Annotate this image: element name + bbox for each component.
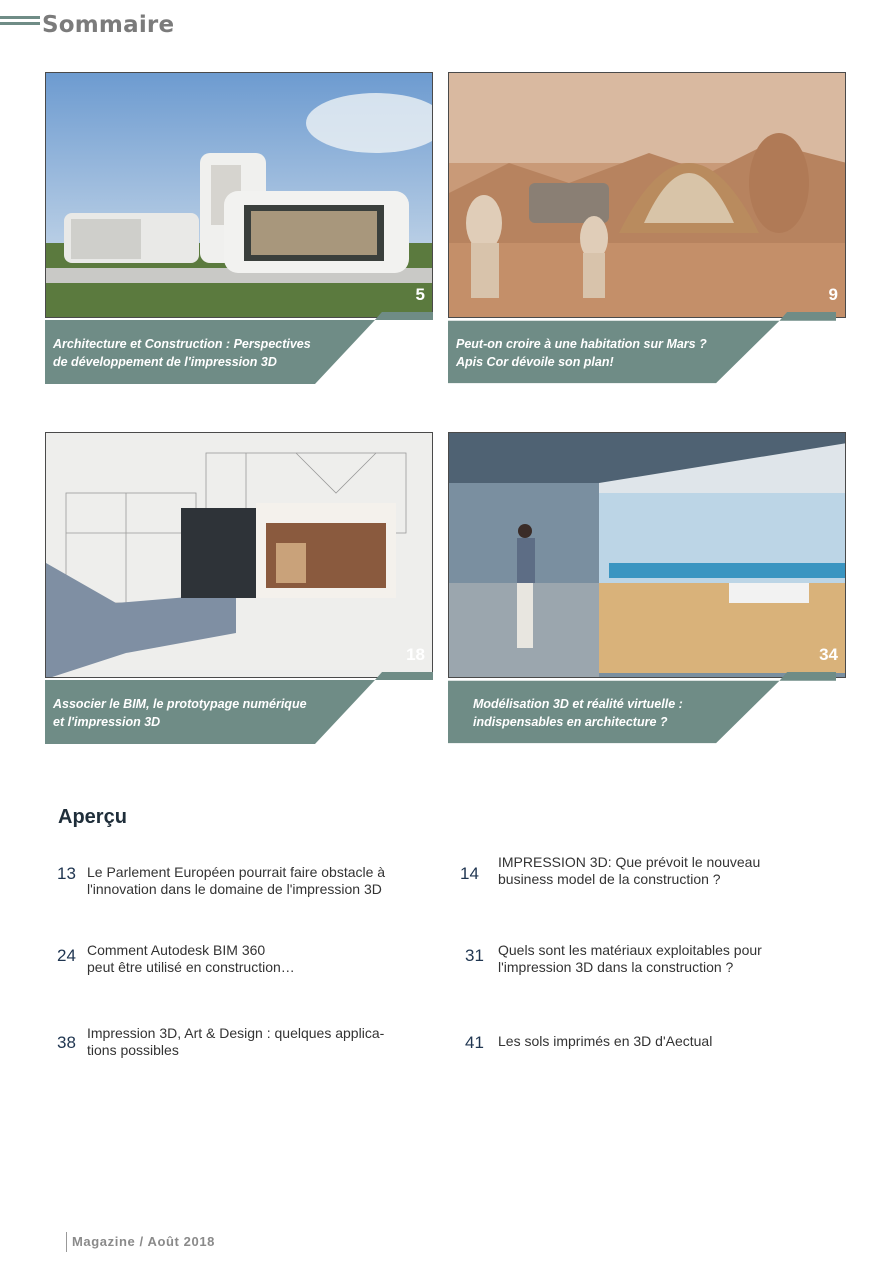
article-card-vr[interactable] (448, 432, 846, 744)
mars-habitat-photo (448, 72, 846, 318)
article-caption: Modélisation 3D et réalité virtuelle : indispensables en architecture ? (473, 697, 683, 729)
page-title: Sommaire (42, 12, 175, 38)
apercu-page-number: 13 (57, 864, 76, 883)
article-card-mars[interactable] (448, 72, 846, 384)
apercu-item-text: IMPRESSION 3D: Que prévoit le nouveau business model de la construction ? (498, 854, 761, 887)
apercu-page-number: 24 (57, 946, 76, 965)
title-decoration (0, 16, 40, 28)
vr-interior-photo (448, 432, 846, 678)
apercu-heading: Aperçu (58, 806, 127, 828)
bim-model-photo (45, 432, 433, 678)
article-card-architecture[interactable] (45, 72, 433, 384)
footer-divider (66, 1232, 67, 1252)
apercu-page-number: 38 (57, 1033, 76, 1052)
page-number: 5 (415, 285, 425, 304)
article-card-bim[interactable] (45, 432, 433, 744)
article-caption: Architecture et Construction : Perspectives de développement de l'impression 3D (53, 337, 311, 369)
article-caption: Associer le BIM, le prototypage numérique et l'impression 3D (53, 697, 307, 729)
footer-text: Magazine / Août 2018 (72, 1234, 215, 1249)
article-caption: Peut-on croire à une habitation sur Mars ? Apis Cor dévoile son plan! (456, 337, 707, 369)
page-number: 9 (828, 285, 838, 304)
apercu-item-text: Comment Autodesk BIM 360 peut être utilisé en construction… (87, 942, 295, 975)
apercu-item-text: Quels sont les matériaux exploitables pour l'impression 3D dans la construction ? (498, 942, 762, 975)
page-number: 34 (819, 645, 838, 664)
apercu-page-number: 14 (460, 864, 479, 883)
apercu-item-text: Le Parlement Européen pourrait faire obstacle à l'innovation dans le domaine de l'impression 3D (87, 864, 386, 897)
apercu-page-number: 41 (465, 1033, 484, 1052)
office-building-photo (45, 72, 433, 318)
page-number: 18 (406, 645, 425, 664)
apercu-page-number: 31 (465, 946, 484, 965)
apercu-item-text: Impression 3D, Art & Design : quelques applica- tions possibles (87, 1025, 385, 1058)
apercu-item-text: Les sols imprimés en 3D d'Aectual (498, 1033, 713, 1049)
